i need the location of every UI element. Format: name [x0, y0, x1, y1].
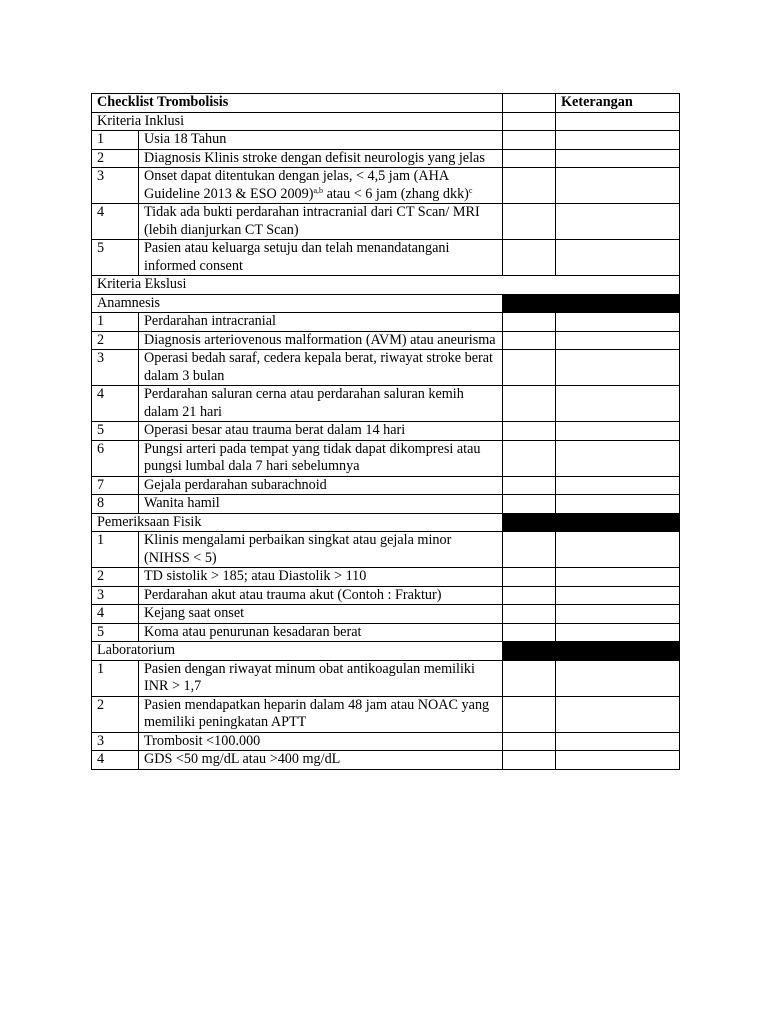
check-cell[interactable] — [503, 440, 556, 476]
section-row-inklusi — [92, 112, 680, 131]
item-number: 2 — [92, 696, 139, 732]
subsection-row-anamnesis — [92, 294, 680, 313]
item-text: TD sistolik > 185; atau Diastolik > 110 — [139, 568, 503, 587]
table-row — [92, 751, 680, 770]
item-text — [139, 168, 503, 204]
check-cell[interactable] — [503, 476, 556, 495]
keterangan-cell[interactable] — [556, 751, 680, 770]
keterangan-cell[interactable] — [556, 149, 680, 168]
item-text: Perdarahan saluran cerna atau perdarahan saluran kemih dalam 21 hari — [139, 386, 503, 422]
item-number: 5 — [92, 422, 139, 441]
shaded-cell — [503, 513, 680, 532]
item-number: 3 — [92, 350, 139, 386]
keterangan-cell[interactable] — [556, 112, 680, 131]
keterangan-cell[interactable] — [556, 623, 680, 642]
header-row — [92, 94, 680, 113]
shaded-cell — [503, 642, 680, 661]
table-row — [92, 586, 680, 605]
citation-superscript: c — [468, 185, 473, 195]
check-cell[interactable] — [503, 149, 556, 168]
item-text: Perdarahan intracranial — [139, 313, 503, 332]
subsection-label-laboratorium: Laboratorium — [92, 642, 503, 661]
keterangan-cell[interactable] — [556, 440, 680, 476]
table-row — [92, 495, 680, 514]
item-text: Operasi bedah saraf, cedera kepala berat, riwayat stroke berat dalam 3 bulan — [139, 350, 503, 386]
check-cell[interactable] — [503, 532, 556, 568]
keterangan-cell[interactable] — [556, 313, 680, 332]
table-row — [92, 168, 680, 204]
check-cell[interactable] — [503, 204, 556, 240]
item-text-part: Onset dapat ditentukan dengan jelas, < 4,5 jam (AHA Guideline 2013 & ESO 2009) — [144, 168, 449, 202]
item-text: Trombosit <100.000 — [139, 732, 503, 751]
check-cell[interactable] — [503, 605, 556, 624]
table-row — [92, 313, 680, 332]
check-cell[interactable] — [503, 168, 556, 204]
check-cell[interactable] — [503, 313, 556, 332]
item-number: 2 — [92, 568, 139, 587]
item-text: Kejang saat onset — [139, 605, 503, 624]
item-text: Diagnosis Klinis stroke dengan defisit neurologis yang jelas — [139, 149, 503, 168]
item-number: 6 — [92, 440, 139, 476]
keterangan-cell[interactable] — [556, 732, 680, 751]
keterangan-cell[interactable] — [556, 495, 680, 514]
keterangan-cell[interactable] — [556, 331, 680, 350]
subsection-row-laboratorium — [92, 642, 680, 661]
keterangan-cell[interactable] — [556, 586, 680, 605]
item-text: Pungsi arteri pada tempat yang tidak dapat dikompresi atau pungsi lumbal dala 7 hari sebelumnya — [139, 440, 503, 476]
check-cell[interactable] — [503, 586, 556, 605]
table-row — [92, 240, 680, 276]
table-row — [92, 204, 680, 240]
section-label-inklusi: Kriteria Inklusi — [92, 112, 503, 131]
table-row — [92, 732, 680, 751]
keterangan-cell[interactable] — [556, 696, 680, 732]
check-cell[interactable] — [503, 623, 556, 642]
item-number: 2 — [92, 149, 139, 168]
check-cell[interactable] — [503, 240, 556, 276]
item-number: 4 — [92, 605, 139, 624]
table-row — [92, 623, 680, 642]
table-row — [92, 131, 680, 150]
keterangan-cell[interactable] — [556, 168, 680, 204]
item-text: Usia 18 Tahun — [139, 131, 503, 150]
item-text: GDS <50 mg/dL atau >400 mg/dL — [139, 751, 503, 770]
check-cell[interactable] — [503, 751, 556, 770]
check-cell[interactable] — [503, 386, 556, 422]
item-number: 8 — [92, 495, 139, 514]
table-row — [92, 660, 680, 696]
item-text: Tidak ada bukti perdarahan intracranial dari CT Scan/ MRI (lebih dianjurkan CT Scan) — [139, 204, 503, 240]
item-number: 1 — [92, 131, 139, 150]
keterangan-cell[interactable] — [556, 240, 680, 276]
item-text: Diagnosis arteriovenous malformation (AVM) atau aneurisma — [139, 331, 503, 350]
check-cell[interactable] — [503, 112, 556, 131]
keterangan-cell[interactable] — [556, 568, 680, 587]
anamnesis-items — [92, 313, 680, 514]
keterangan-cell[interactable] — [556, 131, 680, 150]
item-text: Pasien mendapatkan heparin dalam 48 jam atau NOAC yang memiliki peningkatan APTT — [139, 696, 503, 732]
subsection-row-fisik — [92, 513, 680, 532]
item-text: Klinis mengalami perbaikan singkat atau gejala minor (NIHSS < 5) — [139, 532, 503, 568]
check-cell[interactable] — [503, 350, 556, 386]
keterangan-cell[interactable] — [556, 476, 680, 495]
item-number: 2 — [92, 331, 139, 350]
item-number: 4 — [92, 204, 139, 240]
subsection-label-anamnesis: Anamnesis — [92, 294, 503, 313]
table-row — [92, 696, 680, 732]
fisik-items — [92, 532, 680, 642]
keterangan-cell[interactable] — [556, 660, 680, 696]
citation-superscript: a,b — [313, 185, 324, 195]
item-text-part: atau < 6 jam (zhang dkk) — [323, 185, 469, 202]
check-column-header — [503, 94, 556, 113]
check-cell[interactable] — [503, 131, 556, 150]
keterangan-column-header: Keterangan — [556, 94, 680, 113]
table-row — [92, 605, 680, 624]
check-cell[interactable] — [503, 732, 556, 751]
item-number: 4 — [92, 751, 139, 770]
checklist-table — [91, 93, 680, 770]
table-title: Checklist Trombolisis — [92, 94, 503, 113]
keterangan-cell[interactable] — [556, 204, 680, 240]
item-number: 1 — [92, 532, 139, 568]
item-text: Operasi besar atau trauma berat dalam 14 hari — [139, 422, 503, 441]
item-text: Pasien dengan riwayat minum obat antikoagulan memiliki INR > 1,7 — [139, 660, 503, 696]
checklist-document — [91, 93, 680, 770]
keterangan-cell[interactable] — [556, 532, 680, 568]
table-row — [92, 532, 680, 568]
keterangan-cell[interactable] — [556, 386, 680, 422]
table-row — [92, 149, 680, 168]
item-text: Pasien atau keluarga setuju dan telah menandatangani informed consent — [139, 240, 503, 276]
check-cell[interactable] — [503, 422, 556, 441]
item-number: 3 — [92, 168, 139, 204]
item-number: 3 — [92, 586, 139, 605]
table-row — [92, 476, 680, 495]
keterangan-cell[interactable] — [556, 350, 680, 386]
item-number: 5 — [92, 623, 139, 642]
item-number: 3 — [92, 732, 139, 751]
item-number: 7 — [92, 476, 139, 495]
table-row — [92, 386, 680, 422]
check-cell[interactable] — [503, 660, 556, 696]
item-text: Wanita hamil — [139, 495, 503, 514]
item-number: 4 — [92, 386, 139, 422]
item-number: 5 — [92, 240, 139, 276]
section-label-eksklusi: Kriteria Ekslusi — [92, 276, 680, 295]
shaded-cell — [503, 294, 680, 313]
item-number: 1 — [92, 313, 139, 332]
check-cell[interactable] — [503, 495, 556, 514]
item-text: Koma atau penurunan kesadaran berat — [139, 623, 503, 642]
item-text: Gejala perdarahan subarachnoid — [139, 476, 503, 495]
subsection-label-fisik: Pemeriksaan Fisik — [92, 513, 503, 532]
keterangan-cell[interactable] — [556, 422, 680, 441]
item-text: Perdarahan akut atau trauma akut (Contoh : Fraktur) — [139, 586, 503, 605]
inklusi-items — [92, 131, 680, 276]
check-cell[interactable] — [503, 568, 556, 587]
section-row-eksklusi — [92, 276, 680, 295]
check-cell[interactable] — [503, 331, 556, 350]
table-row — [92, 331, 680, 350]
table-row — [92, 422, 680, 441]
item-number: 1 — [92, 660, 139, 696]
table-row — [92, 440, 680, 476]
table-row — [92, 568, 680, 587]
laboratorium-items — [92, 660, 680, 769]
table-row — [92, 350, 680, 386]
keterangan-cell[interactable] — [556, 605, 680, 624]
check-cell[interactable] — [503, 696, 556, 732]
